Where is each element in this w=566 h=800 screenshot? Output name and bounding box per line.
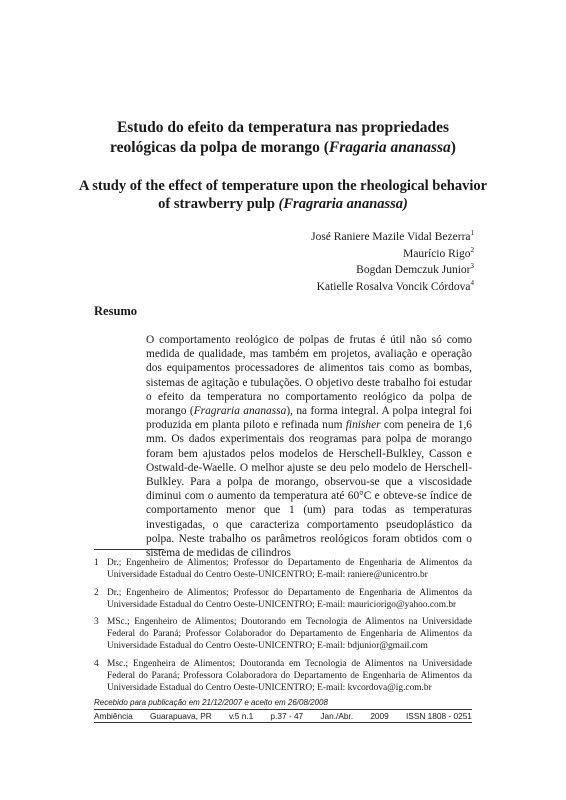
footnote-text: Msc.; Engenheira de Alimentos; Doutoranda em Tecnologia de Alimentos na Universidade Federal do Paraná; Professora Colaboradora do Departamento de Engenharia de Alimentos da Universidade Estadual do Centro Oeste-UNICENTRO; E-mail: kvcordova@ig.com.br bbox=[107, 658, 472, 693]
footnote-text: Dr.; Engenheiro de Alimentos; Professor do Departamento de Engenharia de Alimentos da Universidade Estadual do Centro Oeste-UNICENTRO; E-mail: raniere@unicentro.br bbox=[107, 558, 472, 580]
title-pt-line2 bbox=[60, 138, 506, 158]
author-1 bbox=[311, 229, 474, 246]
author-affiliation-mark: 3 bbox=[470, 262, 474, 271]
abstract-part-2: ), na forma integral. A polpa integral foi produzida em planta piloto e refinada num bbox=[146, 405, 472, 432]
author-4 bbox=[311, 279, 474, 296]
footer-volume: v.5 n.1 bbox=[228, 711, 254, 721]
footer-journal: Ambiência bbox=[94, 711, 133, 721]
footnote-number: 4 bbox=[94, 658, 99, 669]
footnote-number: 3 bbox=[94, 617, 99, 627]
section-heading-resumo: Resumo bbox=[94, 304, 138, 318]
page-footer bbox=[94, 711, 472, 721]
abstract-part-3: com peneira de 1,6 mm. Os dados experimentais dos reogramas para polpa de morango foram bem ajustados pelos modelos de Herschell-Bulkley, Casson e Ostwald-de-Waelle. O melhor ajuste se deu pelo modelo de Herschell-Bulkley. Para a polpa de morango, observou-se que a viscosidade diminui com o aumento da temperatura até 60°C e obteve-se índice de comportamento menor que 1 (um) para todas as temperaturas investigadas, o que caracteriza comportamento pseudoplástico da polpa. Neste trabalho os parâmetros reológicos foram obtidos com o sistema de medidas de cilindros bbox=[146, 419, 472, 560]
author-2 bbox=[311, 246, 474, 263]
title-pt-species: Fragaria ananassa bbox=[328, 139, 451, 156]
footnotes bbox=[94, 557, 472, 699]
author-affiliation-mark: 1 bbox=[470, 229, 474, 238]
title-en-line2 bbox=[60, 195, 506, 213]
footer-year: 2009 bbox=[370, 711, 389, 721]
title-en-prefix: of strawberry pulp bbox=[158, 196, 279, 212]
title-pt-suffix: ) bbox=[450, 139, 456, 156]
title-en-species: (Fragraria ananassa) bbox=[278, 196, 408, 212]
footer-bottom-rule bbox=[94, 722, 472, 723]
received-date-note: Recebido para publicação em 21/12/2007 e aceito em 26/08/2008 bbox=[94, 698, 328, 707]
author-affiliation-mark: 4 bbox=[470, 278, 474, 287]
abstract-body bbox=[146, 333, 472, 560]
footnote-2 bbox=[94, 587, 472, 611]
author-list bbox=[311, 229, 474, 295]
author-name: Maurício Rigo bbox=[403, 247, 471, 260]
footnote-4 bbox=[94, 658, 472, 694]
abstract-part-1: O comportamento reológico de polpas de frutas é útil não só como medida de qualidade, mas também em projetos, avaliação e operação dos equipamentos processadores de alimentos tais como as bombas, sistemas de agitação e tubulações. O objetivo deste trabalho foi estudar o efeito da temperatura no comportamento reológico da polpa de morango ( bbox=[146, 334, 472, 418]
footer-issn: ISSN 1808 - 0251 bbox=[405, 711, 472, 721]
footer-city: Guarapuava, PR bbox=[149, 711, 212, 721]
title-pt-prefix: reológicas da polpa de morango ( bbox=[110, 139, 329, 156]
author-name: Katielle Rosalva Voncik Córdova bbox=[316, 280, 471, 293]
title-portuguese bbox=[60, 118, 506, 158]
footer-months: Jan./Abr. bbox=[320, 711, 354, 721]
author-name: José Raniere Mazile Vidal Bezerra bbox=[311, 231, 471, 243]
author-3 bbox=[311, 262, 474, 279]
footer-top-rule bbox=[94, 709, 472, 710]
footnote-text: Dr.; Engenheiro de Alimentos; Professor do Departamento de Engenharia de Alimentos da Universidade Estadual do Centro Oeste-UNICENTRO; E-mail: mauriciorigo@yahoo.com.br bbox=[107, 587, 472, 610]
footnote-divider bbox=[94, 549, 164, 550]
footnote-number: 1 bbox=[94, 558, 99, 568]
footnote-number: 2 bbox=[94, 587, 99, 598]
abstract-species: Fragraria ananassa bbox=[193, 405, 287, 418]
author-affiliation-mark: 2 bbox=[470, 245, 474, 254]
footer-pages: p.37 - 47 bbox=[270, 711, 304, 721]
title-english bbox=[60, 177, 506, 213]
title-en-line1: A study of the effect of temperature upon the rheological behavior bbox=[78, 178, 488, 194]
title-pt-line1: Estudo do efeito da temperatura nas propriedades bbox=[116, 119, 450, 136]
footnote-text: MSc.; Engenheiro de Alimentos; Doutorando em Tecnologia de Alimentos na Universidade Federal do Paraná; Professor Colaborador do Departamento de Engenharia de Alimentos da Universidade Estadual do Centro Oeste-UNICENTRO; E-mail: bdjunior@gmail.com bbox=[107, 617, 472, 651]
footnote-1 bbox=[94, 557, 472, 581]
author-name: Bogdan Demczuk Junior bbox=[356, 264, 471, 276]
footnote-3 bbox=[94, 616, 472, 652]
abstract-finisher: finisher bbox=[345, 419, 381, 432]
